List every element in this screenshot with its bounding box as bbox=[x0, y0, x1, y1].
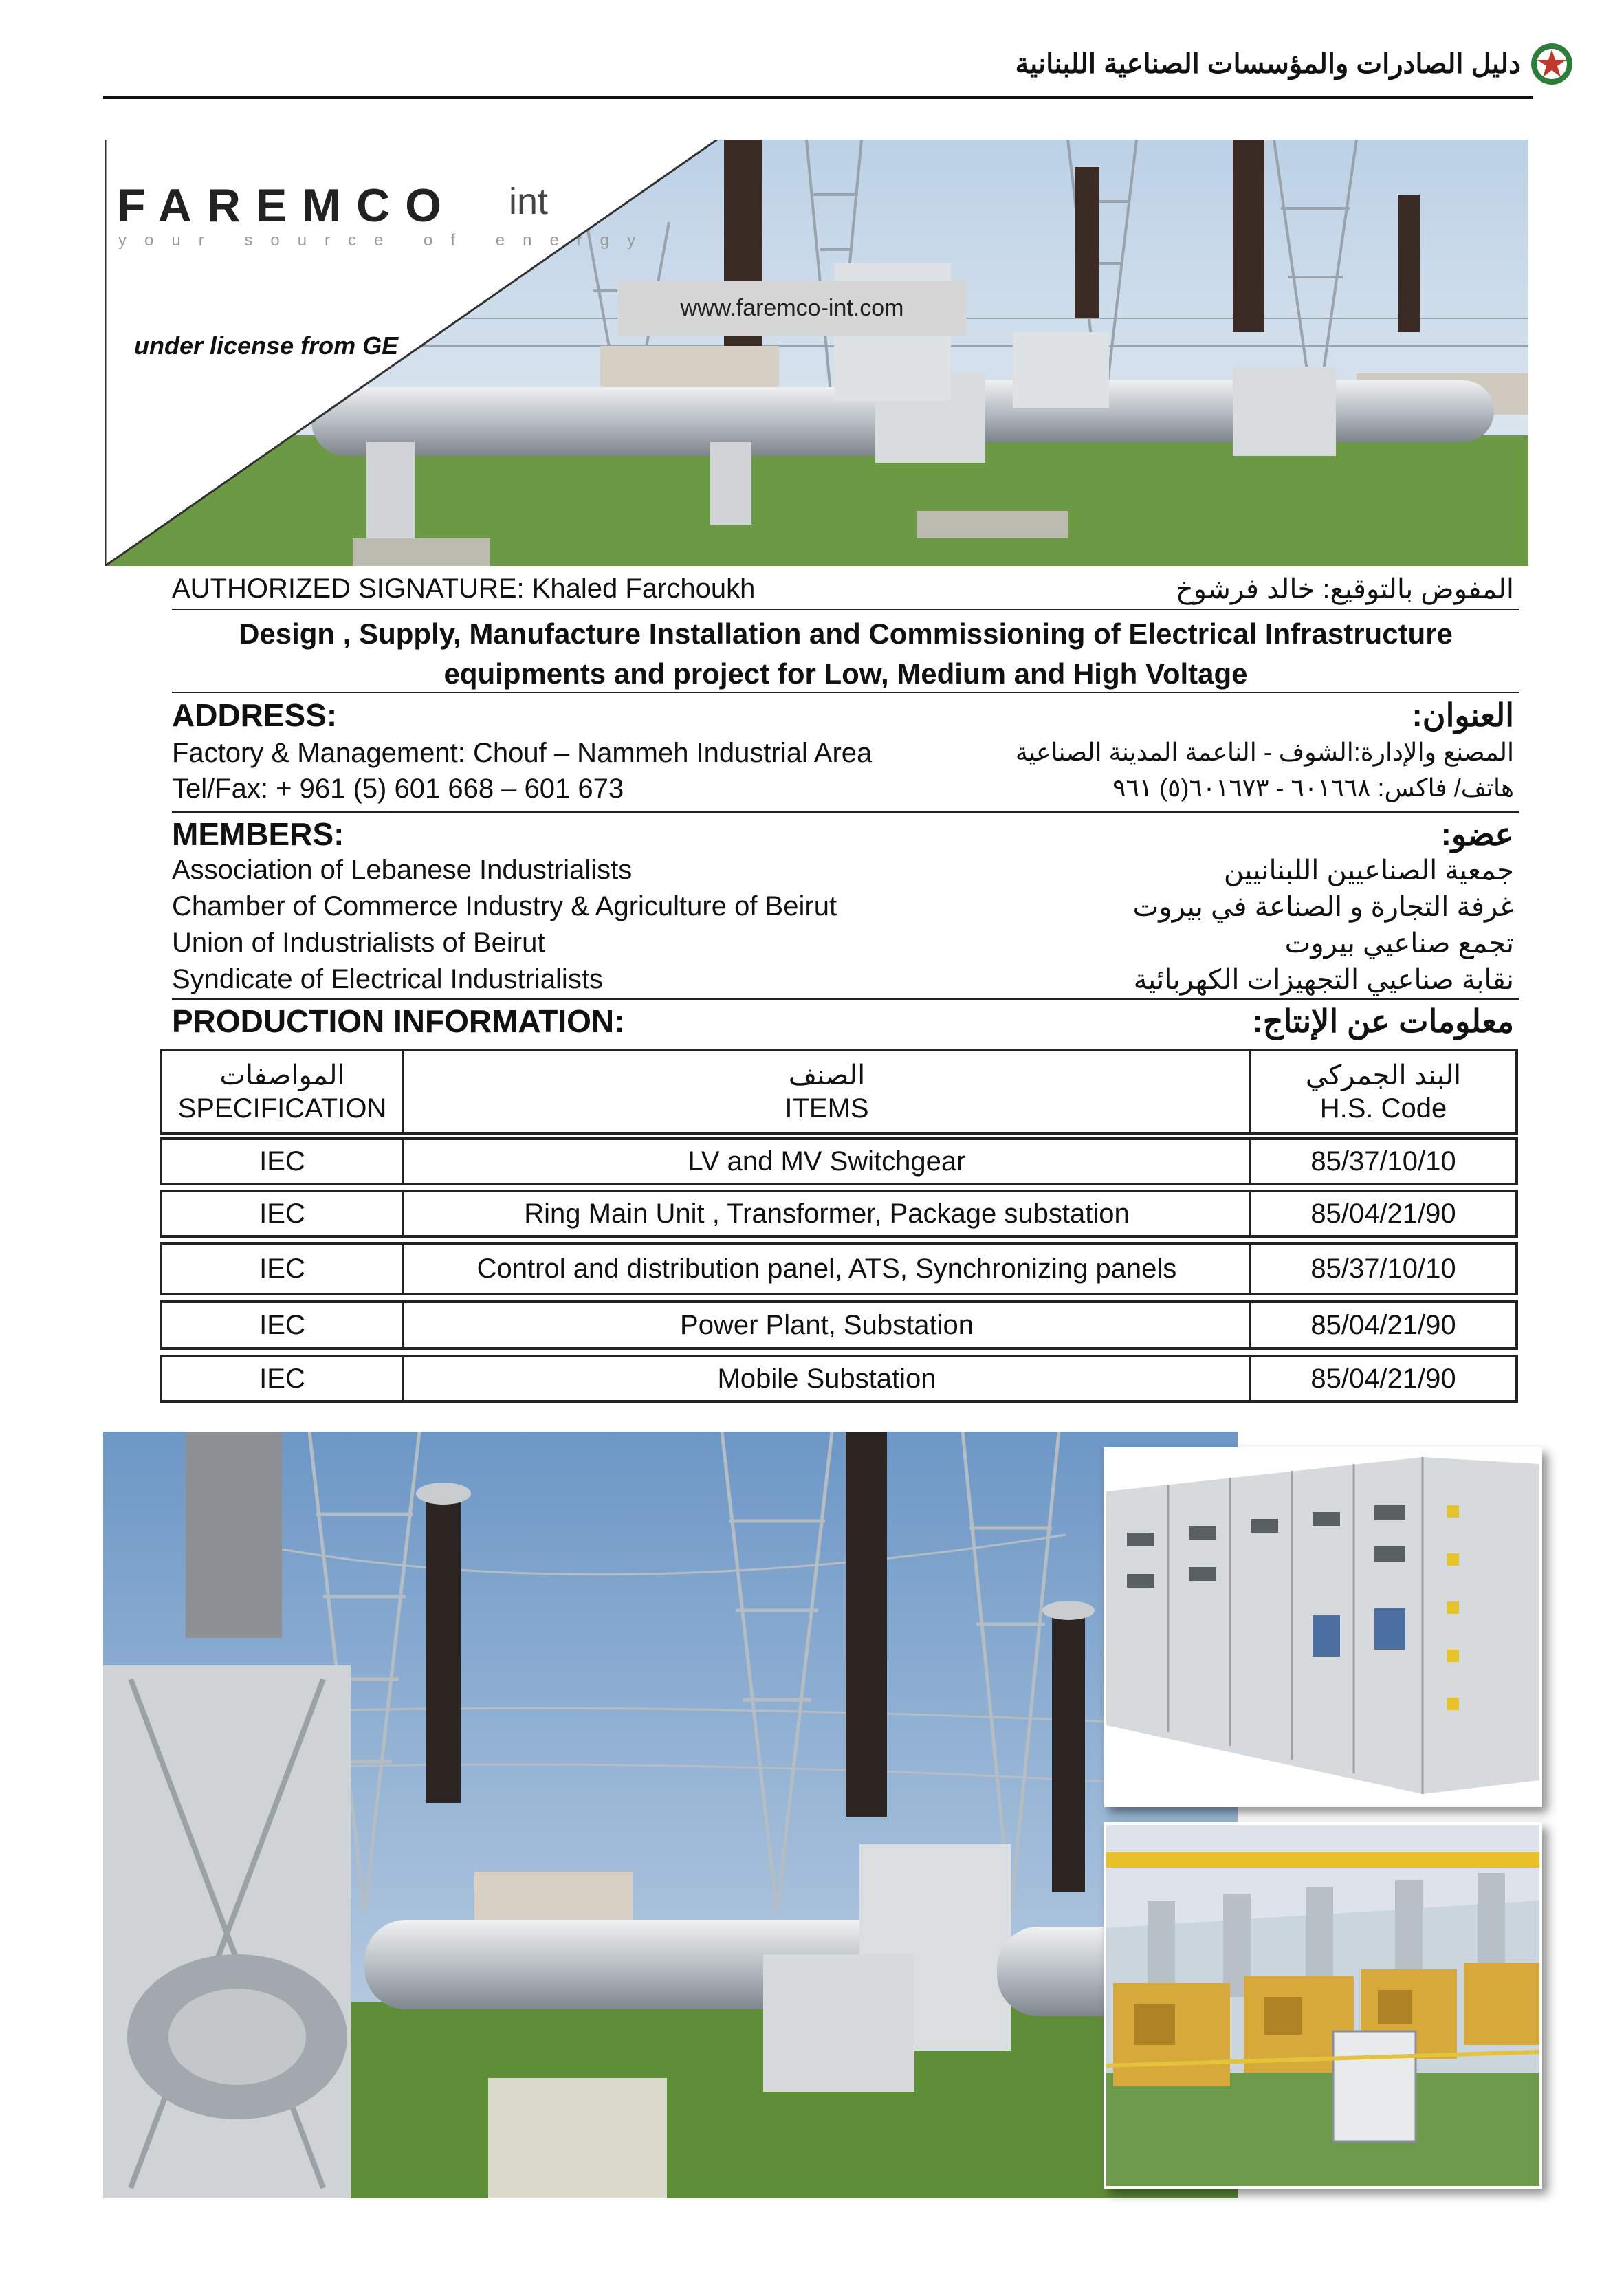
table-row bbox=[160, 1300, 1518, 1350]
production-heading-en: PRODUCTION INFORMATION: bbox=[172, 1003, 625, 1039]
col-spec-ar: المواصفات bbox=[219, 1060, 345, 1091]
description-line-2: equipments and project for Low, Medium and High Voltage bbox=[443, 657, 1248, 690]
members-divider bbox=[172, 998, 1519, 1000]
member-4-ar: نقابة صناعيي التجهيزات الكهربائية bbox=[1133, 965, 1514, 995]
signature-divider bbox=[172, 609, 1519, 610]
col-items-header bbox=[404, 1051, 1251, 1132]
factory-address-ar: المصنع والإدارة:الشوف - الناعمة المدينة الصناعية bbox=[1015, 738, 1514, 766]
row-4-item: Power Plant, Substation bbox=[404, 1303, 1251, 1347]
member-1-ar: جمعية الصناعيين اللبنانيين bbox=[1223, 855, 1514, 886]
gear-star-logo-icon bbox=[1528, 40, 1576, 88]
col-spec-en: SPECIFICATION bbox=[177, 1093, 387, 1124]
row-5-spec: IEC bbox=[162, 1357, 404, 1400]
member-3-ar: تجمع صناعيي بيروت bbox=[1284, 928, 1514, 959]
row-1-code: 85/37/10/10 bbox=[1310, 1146, 1456, 1177]
row-1-spec: IEC bbox=[162, 1140, 404, 1183]
row-4-code: 85/04/21/90 bbox=[1310, 1309, 1456, 1340]
row-5-item: Mobile Substation bbox=[404, 1357, 1251, 1400]
production-heading-ar: معلومات عن الإنتاج: bbox=[1252, 1003, 1514, 1039]
members-heading-ar: عضو: bbox=[1440, 816, 1514, 852]
switchgear-panel-photo bbox=[1104, 1447, 1542, 1807]
substation-photo bbox=[103, 1432, 1238, 2198]
member-3-en: Union of Industrialists of Beirut bbox=[172, 928, 545, 958]
address-divider bbox=[172, 811, 1519, 813]
company-brand: FAREMCO bbox=[117, 179, 457, 232]
row-2-item: Ring Main Unit , Transformer, Package substation bbox=[404, 1192, 1251, 1235]
header-divider bbox=[103, 96, 1533, 99]
table-header-row bbox=[160, 1049, 1518, 1135]
table-row bbox=[160, 1137, 1518, 1185]
col-hscode-header bbox=[1251, 1051, 1515, 1132]
members-heading-en: MEMBERS: bbox=[172, 816, 344, 852]
row-3-spec: IEC bbox=[162, 1245, 404, 1293]
directory-title: دليل الصادرات والمؤسسات الصناعية اللبنانية bbox=[1015, 49, 1521, 79]
activity-description bbox=[172, 614, 1519, 694]
member-2-en: Chamber of Commerce Industry & Agriculture of Beirut bbox=[172, 891, 837, 921]
power-plant-photo bbox=[1104, 1822, 1542, 2189]
col-items-ar: الصنف bbox=[788, 1060, 866, 1091]
row-2-spec: IEC bbox=[162, 1192, 404, 1235]
company-tagline: your source of energy bbox=[118, 231, 654, 250]
description-divider bbox=[172, 692, 1519, 693]
row-3-item: Control and distribution panel, ATS, Synchronizing panels bbox=[404, 1245, 1251, 1293]
member-1-en: Association of Lebanese Industrialists bbox=[172, 855, 633, 885]
factory-address-en: Factory & Management: Chouf – Nammeh Industrial Area bbox=[172, 738, 873, 768]
tel-fax-ar: هاتف/ فاكس: ٦٠١٦٦٨ - ٦٠١٦٧٣(٥) ٩٦١ bbox=[1112, 774, 1514, 802]
row-1-item: LV and MV Switchgear bbox=[404, 1140, 1251, 1183]
signature-en: AUTHORIZED SIGNATURE: Khaled Farchoukh bbox=[172, 573, 756, 604]
tel-fax-en: Tel/Fax: + 961 (5) 601 668 – 601 673 bbox=[172, 774, 624, 804]
table-row bbox=[160, 1242, 1518, 1295]
col-hscode-en: H.S. Code bbox=[1319, 1093, 1447, 1124]
company-brand-suffix: int bbox=[509, 181, 549, 222]
license-note: under license from GE bbox=[134, 331, 399, 360]
address-heading-ar: العنوان: bbox=[1412, 697, 1514, 733]
row-5-code: 85/04/21/90 bbox=[1310, 1363, 1456, 1394]
address-heading-en: ADDRESS: bbox=[172, 697, 338, 733]
table-row bbox=[160, 1355, 1518, 1403]
col-hscode-ar: البند الجمركي bbox=[1305, 1060, 1462, 1091]
col-spec-header bbox=[162, 1051, 404, 1132]
description-line-1: Design , Supply, Manufacture Installation and Commissioning of Electrical Infrastructure bbox=[239, 617, 1453, 650]
signature-ar: المفوض بالتوقيع: خالد فرشوخ bbox=[1175, 574, 1514, 604]
col-items-en: ITEMS bbox=[784, 1093, 869, 1124]
row-2-code: 85/04/21/90 bbox=[1310, 1198, 1456, 1229]
row-3-code: 85/37/10/10 bbox=[1310, 1253, 1456, 1284]
table-row bbox=[160, 1190, 1518, 1238]
website-link[interactable]: www.faremco-int.com bbox=[617, 281, 967, 336]
member-4-en: Syndicate of Electrical Industrialists bbox=[172, 964, 603, 994]
row-4-spec: IEC bbox=[162, 1303, 404, 1347]
member-2-ar: غرفة التجارة و الصناعة في بيروت bbox=[1132, 892, 1514, 922]
